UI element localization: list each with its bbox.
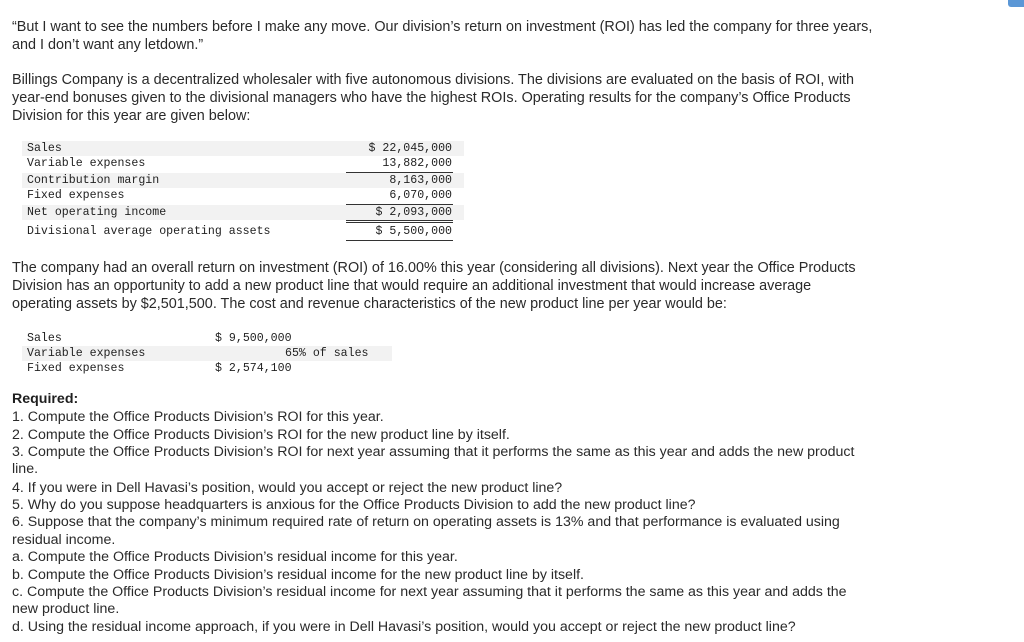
row-label: Variable expenses: [27, 347, 146, 360]
required-item-6-cont: residual income.: [12, 532, 116, 548]
row-label: Sales: [27, 332, 62, 345]
required-item-4: 4. If you were in Dell Havasi’s position, would you accept or reject the new product line?: [12, 480, 563, 496]
required-item-3: 3. Compute the Office Products Division’s ROI for next year assuming that it performs the same as this year and adds the new product: [12, 444, 855, 460]
required-item-1: 1. Compute the Office Products Division’s ROI for this year.: [12, 409, 384, 425]
table-row: [22, 361, 392, 376]
required-item-6c-cont: new product line.: [12, 601, 120, 617]
intro-paragraph-line-1: Billings Company is a decentralized wholesaler with five autonomous divisions. The divisions are evaluated on the basis of ROI, with: [12, 72, 855, 88]
row-label: Net operating income: [27, 206, 167, 219]
double-underline: [346, 220, 453, 221]
required-item-6: 6. Suppose that the company’s minimum required rate of return on operating assets is 13% and that performance is evaluated using: [12, 514, 840, 530]
required-heading: Required:: [12, 391, 79, 407]
double-underline: [346, 222, 453, 223]
table-row: [22, 156, 464, 171]
table-row: [22, 141, 464, 156]
table-row: [22, 173, 464, 188]
table-row: [22, 346, 392, 361]
row-note: 65% of sales: [285, 347, 369, 360]
row-value: $ 9,500,000: [215, 332, 292, 345]
table-row: [22, 331, 392, 346]
required-item-6d: d. Using the residual income approach, if you were in Dell Havasi’s position, would you accept or reject the new product line?: [12, 619, 796, 635]
row-label: Variable expenses: [27, 157, 146, 170]
middle-paragraph-line-1: The company had an overall return on investment (ROI) of 16.00% this year (considering all divisions). Next year the Office Products: [12, 260, 856, 276]
operating-results-table: [22, 141, 464, 242]
intro-quote-line-1: “But I want to see the numbers before I make any move. Our division’s return on investment (ROI) has led the company for three years,: [12, 19, 873, 35]
row-label: Fixed expenses: [27, 362, 125, 375]
scroll-indicator: [1008, 0, 1024, 7]
intro-paragraph-line-2: year-end bonuses given to the divisional managers who have the highest ROIs. Operating results for the company’s Office Products: [12, 90, 851, 106]
row-label: Contribution margin: [27, 174, 160, 187]
row-value: 6,070,000: [389, 189, 452, 202]
intro-paragraph-line-3: Division for this year are given below:: [12, 108, 251, 124]
required-item-6a: a. Compute the Office Products Division’s residual income for this year.: [12, 549, 458, 565]
middle-paragraph-line-3: operating assets by $2,501,500. The cost and revenue characteristics of the new product line per year would be:: [12, 296, 727, 312]
row-label: Fixed expenses: [27, 189, 125, 202]
row-value: 13,882,000: [382, 157, 452, 170]
required-item-5: 5. Why do you suppose headquarters is anxious for the Office Products Division to add the new product line?: [12, 497, 696, 513]
required-item-6c: c. Compute the Office Products Division’s residual income for next year assuming that it performs the same as this year and adds the: [12, 584, 847, 600]
row-value: $ 2,093,000: [375, 206, 452, 219]
required-item-6b: b. Compute the Office Products Division’s residual income for the new product line by itself.: [12, 567, 584, 583]
underline: [346, 240, 453, 241]
table-row: [22, 205, 464, 220]
table-row: [22, 224, 464, 239]
row-value: 8,163,000: [389, 174, 452, 187]
new-product-line-table: [22, 329, 392, 377]
row-label: Sales: [27, 142, 62, 155]
row-value: $ 5,500,000: [375, 225, 452, 238]
middle-paragraph-line-2: Division has an opportunity to add a new product line that would require an additional investment that would increase average: [12, 278, 812, 294]
required-item-2: 2. Compute the Office Products Division’s ROI for the new product line by itself.: [12, 427, 510, 443]
intro-quote-line-2: and I don’t want any letdown.”: [12, 37, 204, 53]
row-value: $ 2,574,100: [215, 362, 292, 375]
row-value: $ 22,045,000: [368, 142, 452, 155]
required-item-3-cont: line.: [12, 461, 39, 477]
row-label: Divisional average operating assets: [27, 225, 271, 238]
table-row: [22, 188, 464, 203]
